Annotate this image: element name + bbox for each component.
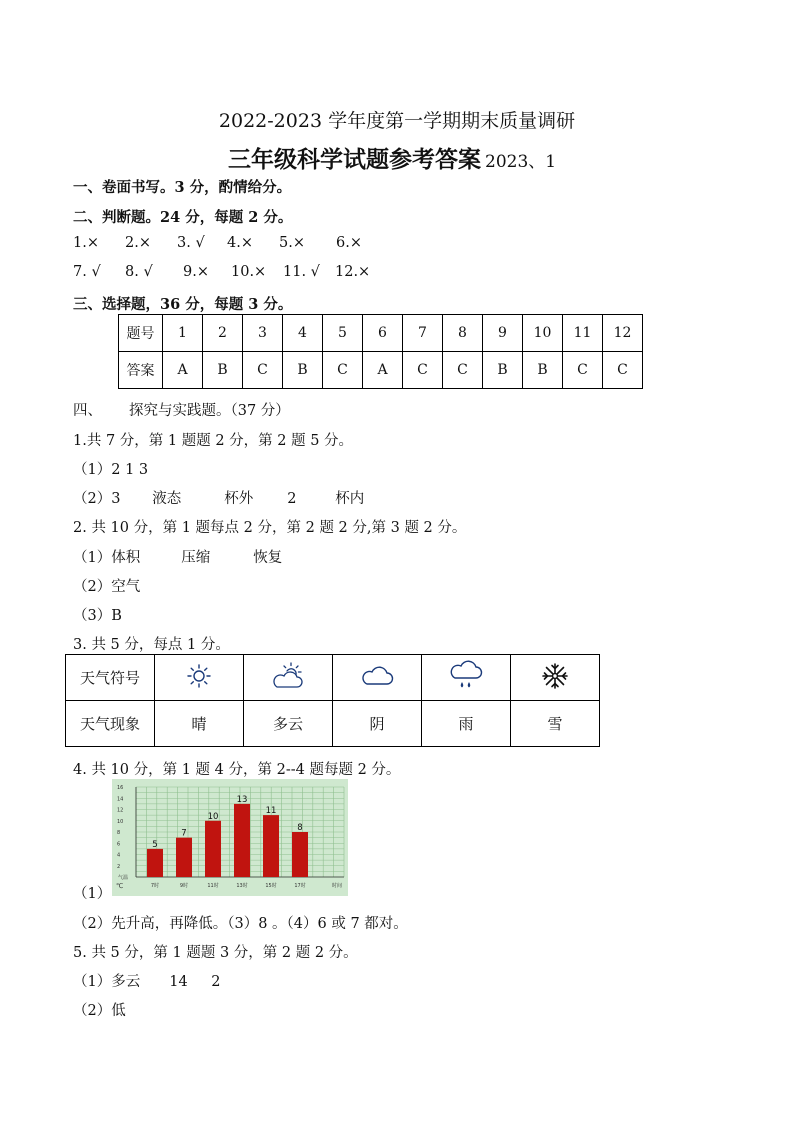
table-cell: 雪 [511,701,600,747]
section-3-title: 三、选择题，36 分，每题 3 分。 [73,296,293,313]
table-cell: C [243,352,283,389]
sun-icon [186,663,212,689]
judge-item: 1.× [73,235,99,251]
answer-text: 多云 [111,974,141,990]
judge-item: 2.× [125,235,151,251]
q4-answer-1-label: （1） [73,886,112,902]
judge-item: 5.× [279,235,305,251]
answer-label: （2） [73,1003,112,1019]
data-label: 10 [207,811,219,822]
x-axis-label: 时间 [331,883,343,889]
table-cell: C [443,352,483,389]
answer-text: B [111,608,122,624]
q1-title: 1.共 7 分，第 1 题题 2 分，第 2 题 5 分。 [73,433,354,449]
table-cell: A [363,352,403,389]
table-cell [333,655,422,701]
q4-answer-2-4: （2）先升高，再降低。（3）8 。（4）6 或 7 都对。 [73,916,408,932]
choice-answer-table [118,314,643,389]
table-cell [511,655,600,701]
y-axis-unit: ℃ [116,882,124,890]
table-cell: 2 [203,315,243,352]
y-tick-label: 14 [117,796,124,803]
rain-icon [448,659,484,693]
answer-text: 体积 [111,550,141,566]
judge-item: 4.× [227,235,253,251]
table-cell: 7 [403,315,443,352]
y-tick-label: 8 [117,830,121,836]
data-label: 5 [152,839,158,850]
judge-item: 3. √ [177,235,205,251]
bar [176,838,192,877]
answer-text: 杯外 [224,491,254,507]
section-4-title-text: 探究与实践题。（37 分） [129,403,290,419]
table-row [119,315,643,352]
y-tick-label: 12 [117,807,124,814]
answer-label: （1） [73,462,112,478]
judge-item: 7. √ [73,264,101,280]
table-cell: C [403,352,443,389]
answer-text: 3 [111,491,121,507]
x-tick-label: 7时 [150,883,160,889]
answer-text: 杯内 [335,491,365,507]
snowflake-icon [541,662,569,690]
answer-label: （1） [73,974,112,990]
temperature-chart [112,779,348,896]
judge-item: 10.× [231,264,267,280]
section-4-prefix: 四、 [73,403,102,419]
judge-row-1 [73,235,386,251]
data-label: 7 [181,828,187,839]
bar [234,804,250,877]
answer-text: 空气 [111,579,141,595]
table-cell: 晴 [155,701,244,747]
table-header-cell: 题号 [119,315,163,352]
y-tick-label: 2 [117,863,121,870]
bar [292,832,308,877]
y-axis-label: 气温 [118,875,129,881]
table-cell [155,655,244,701]
x-tick-label: 9时 [179,883,189,889]
table-header-cell: 天气现象 [66,701,155,747]
table-cell: B [483,352,523,389]
bar [263,815,279,877]
q4-title: 4. 共 10 分，第 1 题 4 分，第 2--4 题每题 2 分。 [73,762,401,778]
table-cell: 多云 [244,701,333,747]
table-cell: C [323,352,363,389]
table-cell: 10 [523,315,563,352]
x-tick-label: 13时 [236,883,248,889]
answer-text: 压缩 [181,550,211,566]
x-tick-label: 11时 [207,883,219,889]
q3-title: 3. 共 5 分，每点 1 分。 [73,637,230,653]
q2-answer-3 [73,604,122,625]
partly-cloudy-icon [271,662,305,690]
table-cell: 5 [323,315,363,352]
judge-item: 6.× [336,235,362,251]
judge-item: 12.× [335,264,371,280]
table-cell: 4 [283,315,323,352]
q5-answer-1 [73,970,220,991]
table-cell: 8 [443,315,483,352]
q2-answer-2 [73,575,140,596]
q2-title: 2. 共 10 分，第 1 题每点 2 分，第 2 题 2 分,第 3 题 2 分。 [73,520,467,536]
data-label: 11 [265,806,277,817]
table-cell: C [603,352,643,389]
q1-answer-2 [73,487,364,508]
table-header-cell: 天气符号 [66,655,155,701]
table-cell: 1 [163,315,203,352]
q1-answer-1 [73,458,148,479]
table-cell [422,655,511,701]
answer-text: 2 [211,974,221,990]
q5-answer-2 [73,999,126,1020]
table-cell: 阴 [333,701,422,747]
table-cell: 9 [483,315,523,352]
table-cell: 雨 [422,701,511,747]
table-row [119,352,643,389]
table-cell: 11 [563,315,603,352]
answer-label: （3） [73,608,112,624]
judge-row-2 [73,264,385,280]
q5-title: 5. 共 5 分，第 1 题题 3 分，第 2 题 2 分。 [73,945,358,961]
table-row [66,701,600,747]
table-cell: B [283,352,323,389]
y-tick-label: 10 [117,818,124,825]
q2-answer-1 [73,546,282,567]
answer-label: （2） [73,491,112,507]
answer-text: 恢复 [253,550,283,566]
table-row [66,655,600,701]
answer-text: 2 [287,491,297,507]
answer-text: 14 [169,974,188,990]
cloud-icon [360,664,394,688]
temperature-bar-chart [112,779,348,896]
page-title [228,141,556,174]
judge-item: 8. √ [125,264,153,280]
section-4-title [73,399,290,420]
title-line-1: 2022-2023 学年度第一学期期末质量调研 [218,110,576,132]
judge-item: 11. √ [283,264,320,280]
answer-text: 液态 [152,491,182,507]
table-cell: A [163,352,203,389]
page-title-text: 三年级科学试题参考答案 [228,146,481,173]
table-cell: B [523,352,563,389]
data-label: 8 [297,823,303,833]
table-cell: 12 [603,315,643,352]
answer-text: 低 [111,1003,126,1019]
table-cell: B [203,352,243,389]
y-tick-label: 6 [117,841,121,848]
data-label: 13 [236,794,248,805]
answer-label: （2） [73,579,112,595]
table-header-cell: 答案 [119,352,163,389]
answer-text: 2 1 3 [111,462,149,478]
table-cell: 6 [363,315,403,352]
table-cell [244,655,333,701]
bar [147,849,163,877]
x-tick-label: 15时 [265,883,277,889]
weather-table [65,654,600,747]
judge-item: 9.× [183,264,209,280]
table-cell: C [563,352,603,389]
section-2-title: 二、判断题。24 分，每题 2 分。 [73,209,293,226]
y-tick-label: 16 [117,785,124,791]
x-tick-label: 17时 [294,883,306,889]
section-1: 一、卷面书写。3 分，酌情给分。 [73,179,292,196]
answer-label: （1） [73,550,112,566]
date: 2023、1 [485,152,557,172]
bar [205,821,221,877]
y-tick-label: 4 [117,852,121,859]
table-cell: 3 [243,315,283,352]
